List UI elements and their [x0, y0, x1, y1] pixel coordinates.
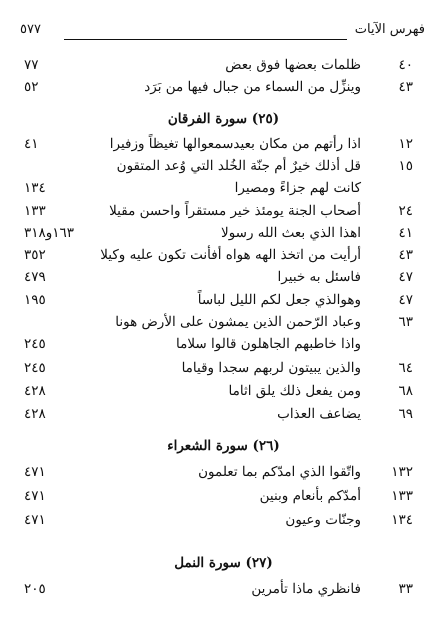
- verse-number: ٦٩: [398, 406, 413, 422]
- verse-row: [24, 266, 413, 288]
- verse-number: ٦٨: [398, 383, 413, 399]
- verse-number: ١٣٤: [391, 512, 413, 528]
- verse-text: وعباد الرّحمن الذين يمشون على الأرض هونا واذا خاطبهم الجاهلون قالوا سلاما: [115, 314, 361, 352]
- verse-number: ٦٤: [398, 360, 413, 376]
- page-ref: ٧٧: [24, 57, 39, 73]
- verse-text: وجنّات وعيون: [285, 512, 361, 528]
- verse-row: [24, 76, 413, 98]
- verse-number: ١٣٢: [391, 464, 413, 480]
- verse-text: فانظري ماذا تأمرين: [251, 581, 361, 597]
- page-ref: ٢٤٥: [24, 336, 46, 352]
- verse-number: ١٣٣: [391, 488, 413, 504]
- verse-row: [24, 133, 413, 155]
- verse-row: [24, 200, 413, 222]
- verse-text: أمدّكم بأنعام وبنين: [259, 488, 361, 504]
- verse-text: أرأيت من اتخذ الهه هواه أفأنت تكون عليه وكيلا: [100, 247, 361, 263]
- verse-number: ١٢: [398, 136, 413, 152]
- surah-heading: (٢٥) سورة الفرقان: [167, 111, 280, 127]
- page-ref: ١٦٣و٣١٨: [24, 225, 75, 241]
- verse-text: أصحاب الجنة يومئذ خير مستقراً واحسن مقيلا: [109, 203, 361, 219]
- verse-row: [24, 155, 413, 199]
- verse-number: ١٥: [398, 158, 413, 174]
- page-header: [20, 22, 425, 44]
- header-rule: [64, 39, 347, 40]
- page-ref: ٤٢٨: [24, 383, 46, 399]
- surah-heading: (٢٦) سورة الشعراء: [167, 438, 280, 454]
- verse-row: [24, 311, 413, 355]
- verse-text: ومن يفعل ذلك يلق اثاما: [228, 383, 361, 399]
- page-ref: ٢٤٥: [24, 360, 46, 376]
- page-ref: ١٩٥: [24, 292, 46, 308]
- verse-text: وينزِّل من السماء من جبال فيها من بَرَد: [144, 79, 361, 95]
- page-ref: ٤٧٩: [24, 269, 46, 285]
- verse-text: وهوالذي جعل لكم الليل لباساً: [197, 292, 361, 308]
- verse-number: ٤٧: [398, 269, 413, 285]
- verse-row: [24, 578, 413, 600]
- verse-text: فاسئل به خبيرا: [277, 269, 361, 285]
- page-ref: ٤٧١: [24, 464, 46, 480]
- verse-row: [24, 54, 413, 76]
- verse-text: اذا رأتهم من مكان بعيدسمعوالها تغيظاً وزفيرا: [109, 136, 361, 152]
- verse-number: ٤٣: [398, 247, 413, 263]
- verse-number: ٣٣: [398, 581, 413, 597]
- verse-text: واتّقوا الذي امدّكم بما تعلمون: [198, 464, 361, 480]
- verse-row: [24, 403, 413, 425]
- verse-text: يضاعف العذاب: [277, 406, 361, 422]
- verse-text: والذين يبيتون لربهم سجدا وقياما: [181, 360, 361, 376]
- verse-text: ظلمات بعضها فوق بعض: [225, 57, 361, 73]
- page-ref: ١٣٣: [24, 203, 46, 219]
- verse-number: ٦٣: [398, 314, 413, 330]
- verse-row: [24, 357, 413, 379]
- page-ref: ٣٥٢: [24, 247, 46, 263]
- page-ref: ٢٠٥: [24, 581, 46, 597]
- verse-number: ٤٠: [398, 57, 413, 73]
- verse-row: [24, 380, 413, 402]
- page-ref: ١٣٤: [24, 180, 46, 196]
- verse-row: [24, 289, 413, 311]
- verse-row: [24, 222, 413, 244]
- verse-text: اهذا الذي بعث الله رسولا: [221, 225, 361, 241]
- page-ref: ٤٧١: [24, 488, 46, 504]
- page-ref: ٤١: [24, 136, 39, 152]
- verse-text: قل أذلك خيرٌ أم جنّة الخُلد التي وُعد المتقون كانت لهم جزاءً ومصيرا: [116, 158, 361, 196]
- surah-heading: (٢٧) سورة النمل: [174, 555, 273, 571]
- verse-number: ٤٣: [398, 79, 413, 95]
- verse-row: [24, 485, 413, 507]
- verse-row: [24, 244, 413, 266]
- verse-row: [24, 461, 413, 483]
- verse-number: ٢٤: [398, 203, 413, 219]
- page-ref: ٤٢٨: [24, 406, 46, 422]
- running-title: فهرس الآيات: [354, 22, 425, 37]
- page-ref: ٥٢: [24, 79, 39, 95]
- verse-number: ٤١: [398, 225, 413, 241]
- page-ref: ٤٧١: [24, 512, 46, 528]
- verse-number: ٤٧: [398, 292, 413, 308]
- verse-row: [24, 509, 413, 531]
- page-number: ٥٧٧: [20, 22, 41, 37]
